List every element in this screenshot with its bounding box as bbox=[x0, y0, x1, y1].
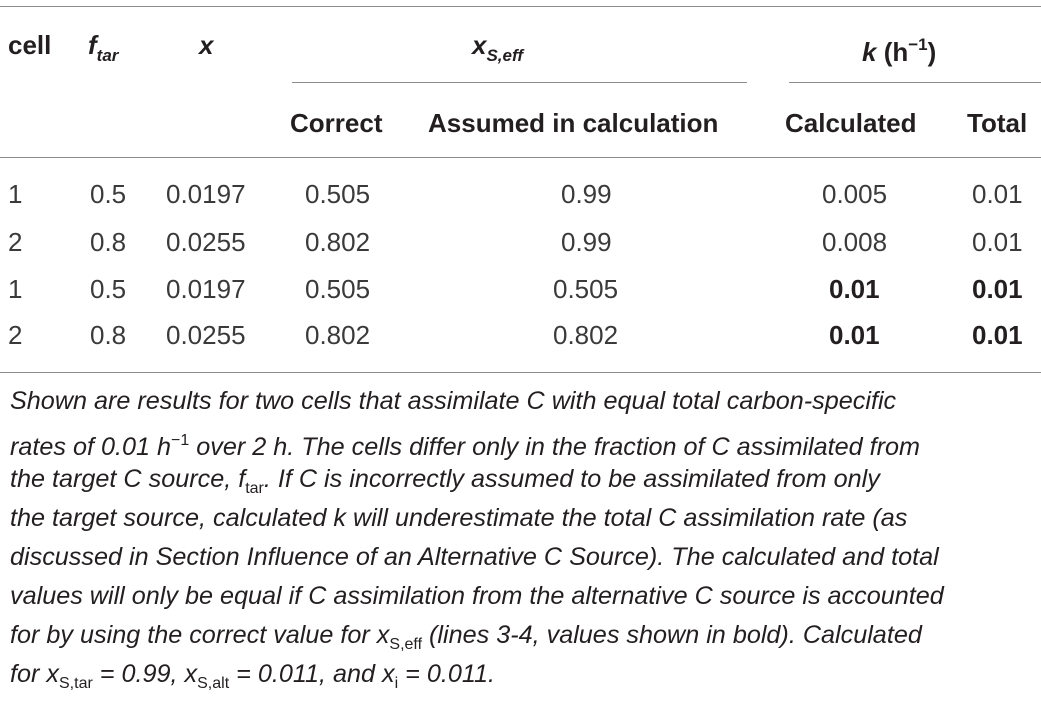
row-2-x: 0.0255 bbox=[166, 227, 246, 257]
row-4-x: 0.0255 bbox=[166, 320, 246, 350]
row-3-total: 0.01 bbox=[972, 274, 1023, 304]
header-k: k $(h^{-1})$ bbox=[862, 35, 937, 67]
row-1-total: 0.01 bbox=[972, 179, 1023, 209]
caption-line-8: for $x_{S,tar} = 0.99$, $x_{S,alt} = 0.011$, and $x_i = 0.011$. bbox=[10, 660, 496, 692]
row-3-cell: 1 bbox=[8, 274, 23, 304]
row-4-assumed: 0.802 bbox=[553, 320, 619, 350]
row-4-total: 0.01 bbox=[972, 320, 1023, 350]
header-x: x bbox=[199, 30, 214, 60]
table-top-rule bbox=[0, 6, 1041, 7]
row-1-assumed: 0.99 bbox=[561, 179, 612, 209]
row-2-ftar: 0.8 bbox=[90, 227, 127, 257]
caption-line-1: Shown are results for two cells that assimilate C with equal total carbon-specific bbox=[10, 387, 897, 415]
row-4-calculated: 0.01 bbox=[829, 320, 880, 350]
row-2-calculated: 0.008 bbox=[822, 227, 888, 257]
caption-line-6: values will only be equal if C assimilation from the alternative C source is accounted bbox=[10, 582, 944, 610]
row-3-assumed: 0.505 bbox=[553, 274, 619, 304]
table-bottom-rule bbox=[0, 372, 1041, 373]
row-1-ftar: 0.5 bbox=[90, 179, 127, 209]
row-3-calculated: 0.01 bbox=[829, 274, 880, 304]
caption-line-7: for by using the correct value for $x_{S,eff}$ (lines 3-4, values shown in bold). Calculated bbox=[10, 621, 922, 653]
header-assumed: Assumed in calculation bbox=[428, 108, 719, 138]
header-correct: Correct bbox=[290, 108, 383, 138]
row-1-x: 0.0197 bbox=[166, 179, 246, 209]
row-4-correct: 0.802 bbox=[305, 320, 371, 350]
row-1-calculated: 0.005 bbox=[822, 179, 888, 209]
caption-line-4: the target source, calculated k will underestimate the total C assimilation rate (as bbox=[10, 504, 908, 532]
row-4-cell: 2 bbox=[8, 320, 23, 350]
caption-line-3: the target C source, $f_{tar}$. If C is incorrectly assumed to be assimilated from only bbox=[10, 465, 880, 497]
row-2-cell: 2 bbox=[8, 227, 23, 257]
xs-eff-group-rule bbox=[292, 82, 747, 83]
table-caption bbox=[10, 382, 1036, 694]
row-1-cell: 1 bbox=[8, 179, 23, 209]
row-3-x: 0.0197 bbox=[166, 274, 246, 304]
header-xs-eff: $x_{S,eff}$ bbox=[472, 30, 524, 65]
row-4-ftar: 0.8 bbox=[90, 320, 127, 350]
row-1-correct: 0.505 bbox=[305, 179, 371, 209]
row-2-total: 0.01 bbox=[972, 227, 1023, 257]
header-ftar: $f_{tar}$ bbox=[88, 30, 119, 65]
k-group-rule bbox=[789, 82, 1041, 83]
header-bottom-rule bbox=[0, 157, 1041, 158]
row-2-assumed: 0.99 bbox=[561, 227, 612, 257]
row-3-correct: 0.505 bbox=[305, 274, 371, 304]
row-2-correct: 0.802 bbox=[305, 227, 371, 257]
caption-line-5: discussed in Section Influence of an Alternative C Source). The calculated and total bbox=[10, 543, 939, 571]
header-total: Total bbox=[967, 108, 1028, 138]
caption-line-2: rates of 0.01 $h^{-1}$ over 2 h. The cells differ only in the fraction of C assimilated from bbox=[10, 432, 921, 461]
row-3-ftar: 0.5 bbox=[90, 274, 127, 304]
header-calculated: Calculated bbox=[785, 108, 917, 138]
header-cell: cell bbox=[8, 30, 52, 60]
